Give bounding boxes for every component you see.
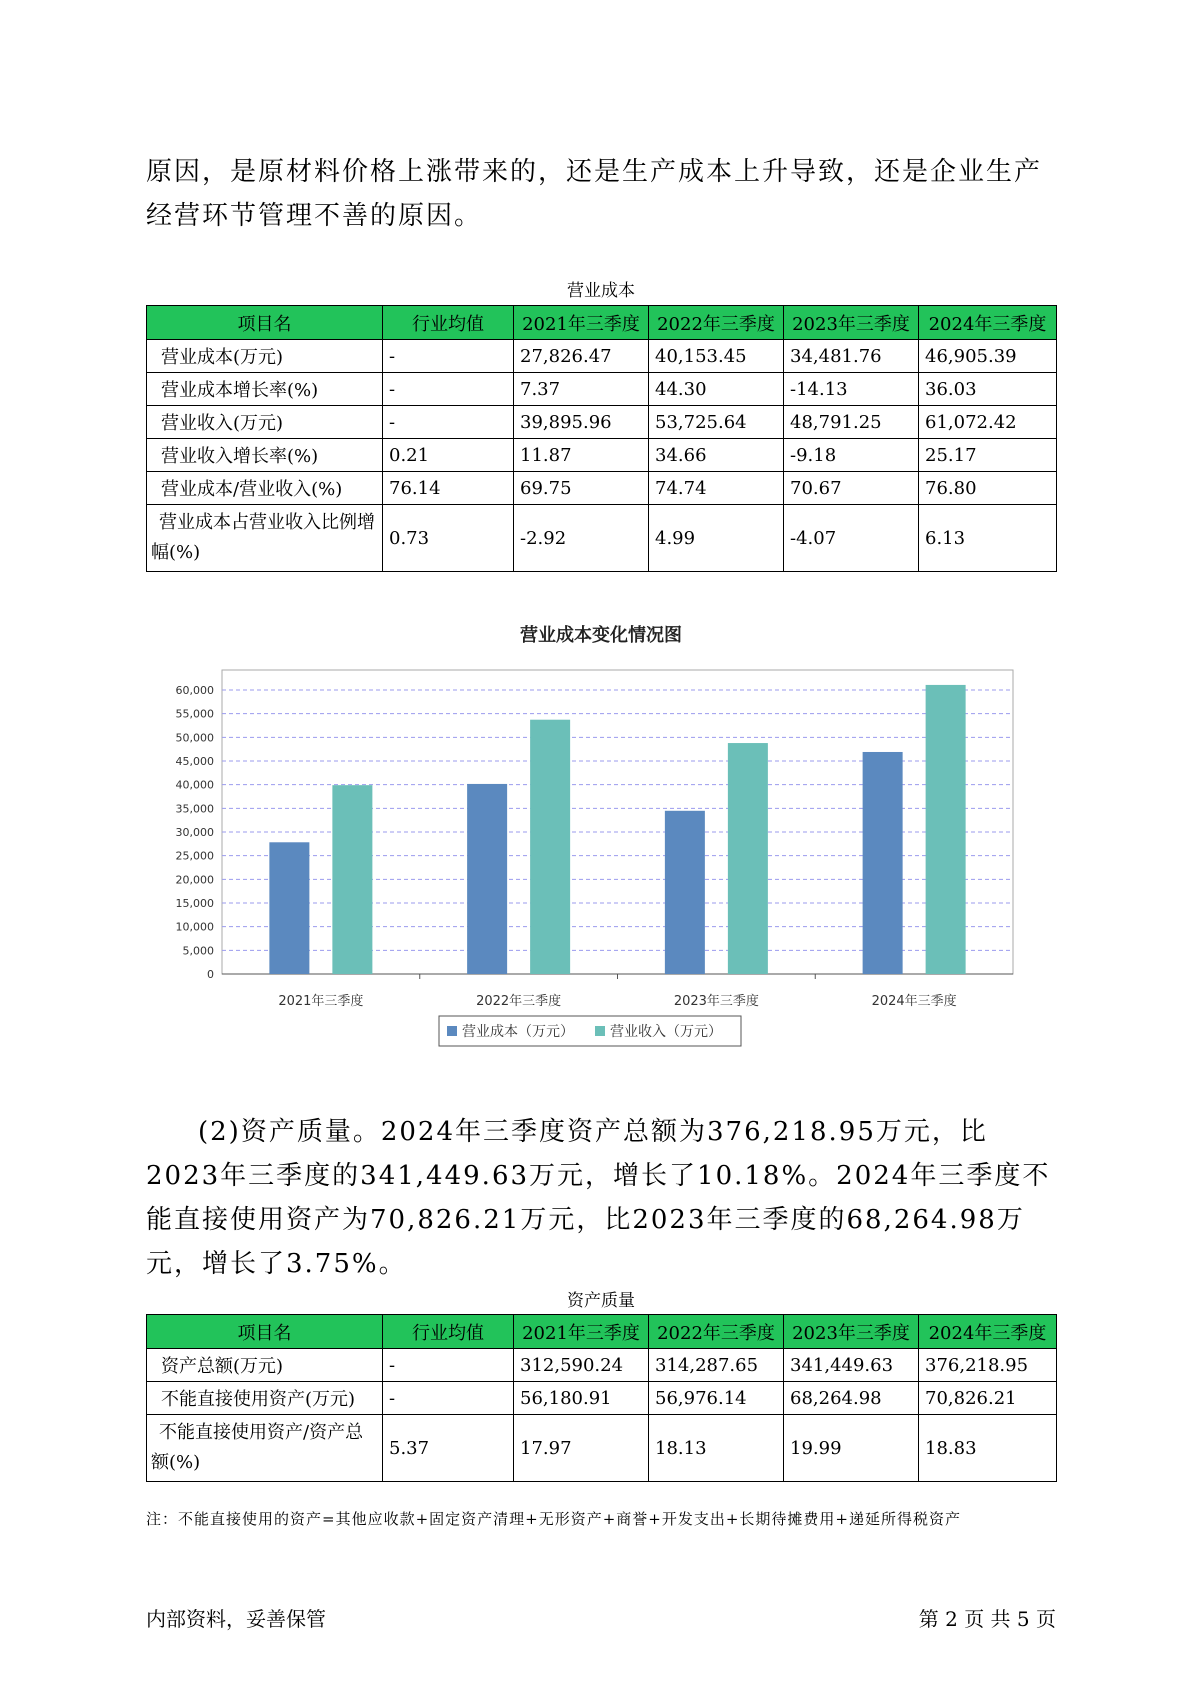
header-item-name: 项目名 [147,1315,383,1349]
header-2021q3: 2021年三季度 [514,306,649,340]
table-cell: 56,180.91 [514,1382,649,1415]
table-cell: 27,826.47 [514,340,649,373]
bar [728,743,768,974]
legend-swatch [447,1026,457,1036]
y-tick-label: 40,000 [175,778,214,792]
table-cell: 7.37 [514,373,649,406]
table-cell: 39,895.96 [514,406,649,439]
bar [665,811,705,974]
table-cell: 18.83 [919,1415,1057,1482]
table2-caption: 资产质量 [567,1291,635,1311]
table-cell: - [383,406,514,439]
table-cell: - [383,340,514,373]
table-cell: 0.73 [383,505,514,572]
table-row [147,439,1057,472]
table-cell: 11.87 [514,439,649,472]
footnote: 注：不能直接使用的资产=其他应收款+固定资产清理+无形资产+商誉+开发支出+长期待摊费用+递延所得税资产 [146,1510,961,1528]
row-label: 营业收入(万元) [147,406,383,439]
bar [467,784,507,974]
legend-swatch [595,1026,605,1036]
table-row [147,406,1057,439]
y-tick-label: 60,000 [175,684,214,697]
bar [926,685,966,974]
y-tick-label: 20,000 [175,873,214,887]
x-tick-label: 2023年三季度 [673,994,759,1009]
y-tick-label: 15,000 [175,897,214,910]
header-2022q3: 2022年三季度 [649,1315,784,1349]
table-cell: 46,905.39 [919,340,1057,373]
table-cell: - [383,373,514,406]
header-2023q3: 2023年三季度 [784,306,919,340]
header-item-name: 项目名 [147,306,383,340]
table-cell: 68,264.98 [784,1382,919,1415]
y-tick-label: 50,000 [175,731,214,745]
table-cell: 376,218.95 [919,1349,1057,1382]
legend-label: 营业成本（万元） [462,1024,574,1040]
y-tick-label: 5,000 [182,944,214,958]
table-cell: 19.99 [784,1415,919,1482]
table-cell: 40,153.45 [649,340,784,373]
legend-label: 营业收入（万元） [610,1024,722,1040]
table-cell: -14.13 [784,373,919,406]
table-cell: 53,725.64 [649,406,784,439]
intro-paragraph: 原因，是原材料价格上涨带来的，还是生产成本上升导致，还是企业生产经营环节管理不善的原因。 [146,157,1043,231]
y-tick-label: 45,000 [175,755,214,768]
row-label: 营业成本/营业收入(%) [147,472,383,505]
bar [530,720,570,974]
table-cell: 314,287.65 [649,1349,784,1382]
header-industry-avg: 行业均值 [383,306,514,340]
table-row [147,1349,1057,1382]
table-cell: 4.99 [649,505,784,572]
header-2021q3: 2021年三季度 [514,1315,649,1349]
header-2024q3: 2024年三季度 [919,306,1057,340]
operating-cost-chart [146,618,1056,1073]
chart-title: 营业成本变化情况图 [520,625,682,646]
table-cell: 5.37 [383,1415,514,1482]
table-cell: 74.74 [649,472,784,505]
header-2023q3: 2023年三季度 [784,1315,919,1349]
table-header-row [147,306,1057,340]
header-2024q3: 2024年三季度 [919,1315,1057,1349]
bar [863,752,903,974]
table-row [147,1382,1057,1415]
header-2022q3: 2022年三季度 [649,306,784,340]
table-row [147,373,1057,406]
x-tick-label: 2021年三季度 [278,994,364,1009]
operating-cost-table [146,305,1057,572]
table-cell: 56,976.14 [649,1382,784,1415]
table-cell: -9.18 [784,439,919,472]
row-label: 资产总额(万元) [147,1349,383,1382]
table-row [147,340,1057,373]
table-cell: 18.13 [649,1415,784,1482]
header-industry-avg: 行业均值 [383,1315,514,1349]
y-tick-label: 0 [207,968,214,981]
table-cell: 70,826.21 [919,1382,1057,1415]
table-cell: -4.07 [784,505,919,572]
table-header-row [147,1315,1057,1349]
table-cell: 48,791.25 [784,406,919,439]
row-label: 营业收入增长率(%) [147,439,383,472]
table-cell: - [383,1382,514,1415]
y-tick-label: 35,000 [175,802,214,816]
table-row [147,1415,1057,1482]
table-cell: 25.17 [919,439,1057,472]
table-cell: 70.67 [784,472,919,505]
row-label: 不能直接使用资产/资产总额(%) [147,1415,383,1482]
y-tick-label: 55,000 [175,707,214,721]
table-cell: 6.13 [919,505,1057,572]
y-tick-label: 10,000 [175,920,214,934]
asset-quality-table [146,1314,1057,1482]
table-cell: 61,072.42 [919,406,1057,439]
row-label: 营业成本(万元) [147,340,383,373]
table-cell: 34.66 [649,439,784,472]
y-tick-label: 25,000 [175,849,214,863]
row-label: 营业成本占营业收入比例增幅(%) [147,505,383,572]
table-cell: 312,590.24 [514,1349,649,1382]
table-cell: 69.75 [514,472,649,505]
footer-confidential: 内部资料，妥善保管 [146,1607,326,1631]
table-row [147,472,1057,505]
y-tick-label: 30,000 [175,826,214,839]
footer-page-number: 第 2 页 共 5 页 [918,1607,1056,1631]
row-label: 不能直接使用资产(万元) [147,1382,383,1415]
bar [332,785,372,974]
x-tick-label: 2024年三季度 [871,994,957,1009]
table-cell: 0.21 [383,439,514,472]
table-cell: 76.14 [383,472,514,505]
row-label: 营业成本增长率(%) [147,373,383,406]
table-cell: 17.97 [514,1415,649,1482]
x-tick-label: 2022年三季度 [476,994,562,1009]
table-row [147,505,1057,572]
table1-caption: 营业成本 [567,281,635,301]
table-cell: 76.80 [919,472,1057,505]
table-cell: -2.92 [514,505,649,572]
table-cell: 36.03 [919,373,1057,406]
asset-quality-paragraph: (2)资产质量。2024年三季度资产总额为376,218.95万元，比2023年三季度的341,449.63万元，增长了10.18%。2024年三季度不能直接使用资产为70,826.21万元，比2023年三季度的68,264.98万元，增长了3.75%。 [146,1117,1051,1279]
table-cell: 341,449.63 [784,1349,919,1382]
table-cell: 34,481.76 [784,340,919,373]
bar [269,842,309,974]
table-cell: - [383,1349,514,1382]
table-cell: 44.30 [649,373,784,406]
